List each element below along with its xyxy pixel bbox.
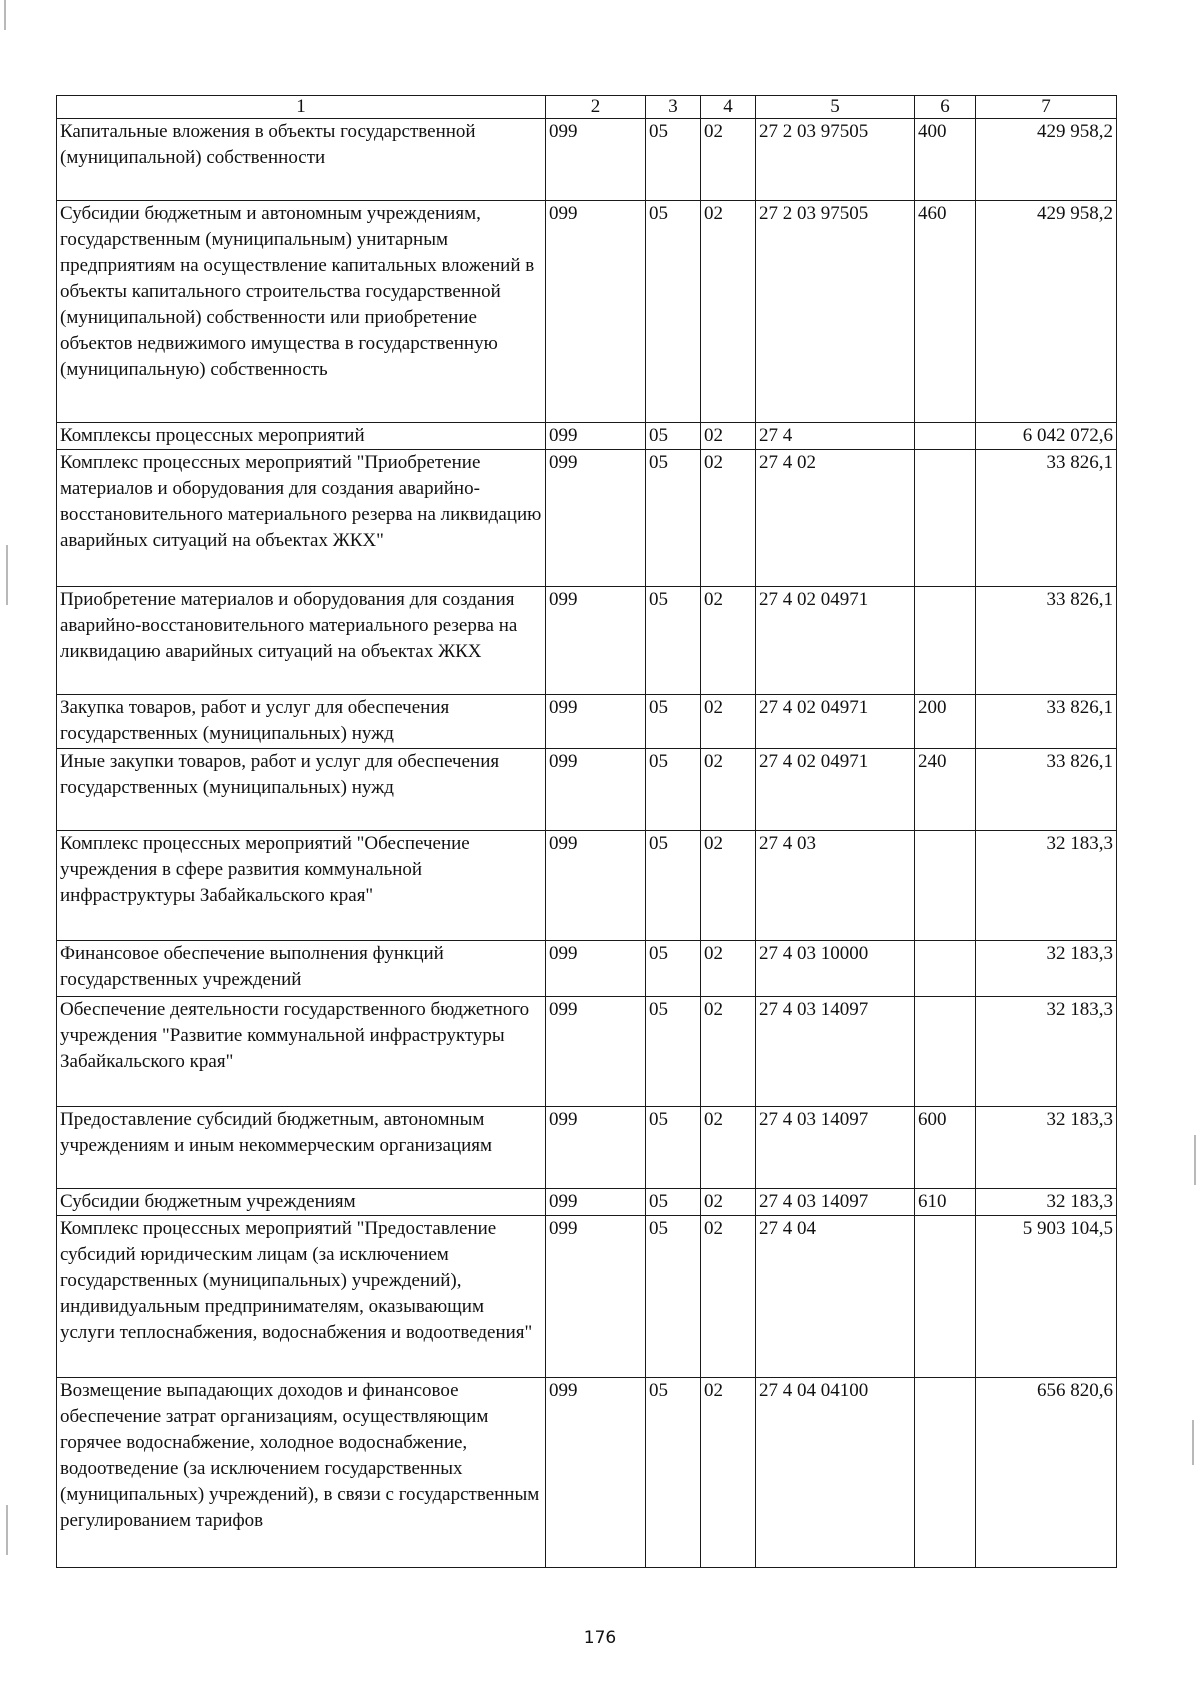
row-code: 099 [546,997,646,1107]
column-header: 6 [915,96,976,119]
row-expense-type [915,423,976,450]
row-subsection: 02 [701,1189,756,1216]
scan-artifact [4,0,6,30]
row-name: Комплексы процессных мероприятий [57,423,546,450]
row-code: 099 [546,941,646,997]
page-number: 176 [583,1628,617,1648]
table-row [57,1378,1117,1568]
row-name: Обеспечение деятельности государственного бюджетного учреждения "Развитие коммунальной инфраструктуры Забайкальского края" [57,997,546,1107]
row-code: 099 [546,450,646,587]
row-amount: 656 820,6 [976,1378,1117,1568]
row-name: Закупка товаров, работ и услуг для обеспечения государственных (муниципальных) нужд [57,695,546,749]
scan-artifact [1192,1420,1194,1465]
row-name: Комплекс процессных мероприятий "Приобретение материалов и оборудования для создания аварийно-восстановительного материального резерва на ликвидацию аварийных ситуаций на объектах ЖКХ" [57,450,546,587]
row-name: Приобретение материалов и оборудования для создания аварийно-восстановительного материального резерва на ликвидацию аварийных ситуаций на объектах ЖКХ [57,587,546,695]
row-code: 099 [546,201,646,423]
row-target-article: 27 4 04 04100 [756,1378,915,1568]
row-section: 05 [646,1378,701,1568]
row-name: Субсидии бюджетным учреждениям [57,1189,546,1216]
row-expense-type: 200 [915,695,976,749]
row-subsection: 02 [701,941,756,997]
row-amount: 33 826,1 [976,450,1117,587]
table-row [57,1189,1117,1216]
row-amount: 32 183,3 [976,1107,1117,1189]
row-section: 05 [646,201,701,423]
row-target-article: 27 4 03 14097 [756,997,915,1107]
row-section: 05 [646,831,701,941]
row-section: 05 [646,119,701,201]
row-code: 099 [546,749,646,831]
row-name: Комплекс процессных мероприятий "Обеспечение учреждения в сфере развития коммунальной инфраструктуры Забайкальского края" [57,831,546,941]
table-row [57,450,1117,587]
row-code: 099 [546,831,646,941]
table-row [57,1107,1117,1189]
row-expense-type: 600 [915,1107,976,1189]
row-target-article: 27 4 [756,423,915,450]
row-name: Субсидии бюджетным и автономным учреждениям, государственным (муниципальным) унитарным предприятиям на осуществление капитальных вложений в объекты капитального строительства государственной (муниципальной) собственности или приобретение объектов недвижимого имущества в государственную (муниципальную) собственность [57,201,546,423]
row-subsection: 02 [701,201,756,423]
row-name: Предоставление субсидий бюджетным, автономным учреждениям и иным некоммерческим организациям [57,1107,546,1189]
row-name: Комплекс процессных мероприятий "Предоставление субсидий юридическим лицам (за исключением государственных (муниципальных) учреждений), индивидуальным предпринимателям, оказывающим услуги теплоснабжения, водоснабжения и водоотведения" [57,1216,546,1378]
column-header: 4 [701,96,756,119]
row-expense-type [915,450,976,587]
row-subsection: 02 [701,997,756,1107]
row-code: 099 [546,695,646,749]
row-target-article: 27 4 02 04971 [756,587,915,695]
row-code: 099 [546,423,646,450]
row-code: 099 [546,119,646,201]
row-amount: 429 958,2 [976,119,1117,201]
table-row [57,119,1117,201]
row-expense-type: 460 [915,201,976,423]
row-target-article: 27 4 02 [756,450,915,587]
row-amount: 429 958,2 [976,201,1117,423]
row-expense-type: 400 [915,119,976,201]
row-amount: 33 826,1 [976,695,1117,749]
row-section: 05 [646,695,701,749]
column-header: 2 [546,96,646,119]
row-section: 05 [646,587,701,695]
row-target-article: 27 4 03 14097 [756,1189,915,1216]
row-amount: 32 183,3 [976,941,1117,997]
row-subsection: 02 [701,1107,756,1189]
table-row [57,587,1117,695]
scan-artifact [1194,1135,1196,1185]
row-target-article: 27 4 02 04971 [756,695,915,749]
row-name: Финансовое обеспечение выполнения функций государственных учреждений [57,941,546,997]
row-code: 099 [546,1216,646,1378]
column-header: 1 [57,96,546,119]
budget-table [56,95,1117,1568]
row-amount: 6 042 072,6 [976,423,1117,450]
row-expense-type [915,997,976,1107]
row-target-article: 27 4 02 04971 [756,749,915,831]
row-subsection: 02 [701,1216,756,1378]
row-subsection: 02 [701,119,756,201]
row-amount: 33 826,1 [976,587,1117,695]
row-target-article: 27 4 03 14097 [756,1107,915,1189]
row-target-article: 27 2 03 97505 [756,119,915,201]
row-section: 05 [646,423,701,450]
row-code: 099 [546,1189,646,1216]
row-subsection: 02 [701,587,756,695]
row-code: 099 [546,587,646,695]
row-section: 05 [646,997,701,1107]
row-subsection: 02 [701,831,756,941]
row-amount: 32 183,3 [976,1189,1117,1216]
row-target-article: 27 4 03 [756,831,915,941]
row-target-article: 27 4 03 10000 [756,941,915,997]
row-name: Иные закупки товаров, работ и услуг для обеспечения государственных (муниципальных) нужд [57,749,546,831]
row-section: 05 [646,1107,701,1189]
row-expense-type: 610 [915,1189,976,1216]
row-expense-type [915,587,976,695]
table-row [57,423,1117,450]
row-subsection: 02 [701,749,756,831]
table-row [57,695,1117,749]
row-code: 099 [546,1378,646,1568]
row-amount: 33 826,1 [976,749,1117,831]
row-section: 05 [646,1216,701,1378]
row-expense-type [915,1378,976,1568]
row-subsection: 02 [701,450,756,587]
row-amount: 32 183,3 [976,831,1117,941]
table-row [57,201,1117,423]
scan-artifact [6,1505,8,1555]
row-name: Возмещение выпадающих доходов и финансовое обеспечение затрат организациям, осуществляющим горячее водоснабжение, холодное водоснабжение, водоотведение (за исключением государственных (муниципальных) учреждений), в связи с государственным регулированием тарифов [57,1378,546,1568]
row-target-article: 27 4 04 [756,1216,915,1378]
column-header: 3 [646,96,701,119]
column-header: 5 [756,96,915,119]
row-name: Капитальные вложения в объекты государственной (муниципальной) собственности [57,119,546,201]
table-row [57,1216,1117,1378]
column-number-row [57,96,1117,119]
column-header: 7 [976,96,1117,119]
row-section: 05 [646,941,701,997]
row-subsection: 02 [701,695,756,749]
scan-artifact [6,545,8,605]
row-expense-type [915,1216,976,1378]
row-expense-type [915,941,976,997]
row-amount: 32 183,3 [976,997,1117,1107]
table-row [57,749,1117,831]
row-section: 05 [646,1189,701,1216]
table-row [57,997,1117,1107]
row-expense-type: 240 [915,749,976,831]
table-row [57,941,1117,997]
row-code: 099 [546,1107,646,1189]
table-row [57,831,1117,941]
row-expense-type [915,831,976,941]
row-subsection: 02 [701,1378,756,1568]
row-target-article: 27 2 03 97505 [756,201,915,423]
row-amount: 5 903 104,5 [976,1216,1117,1378]
row-section: 05 [646,749,701,831]
row-subsection: 02 [701,423,756,450]
row-section: 05 [646,450,701,587]
